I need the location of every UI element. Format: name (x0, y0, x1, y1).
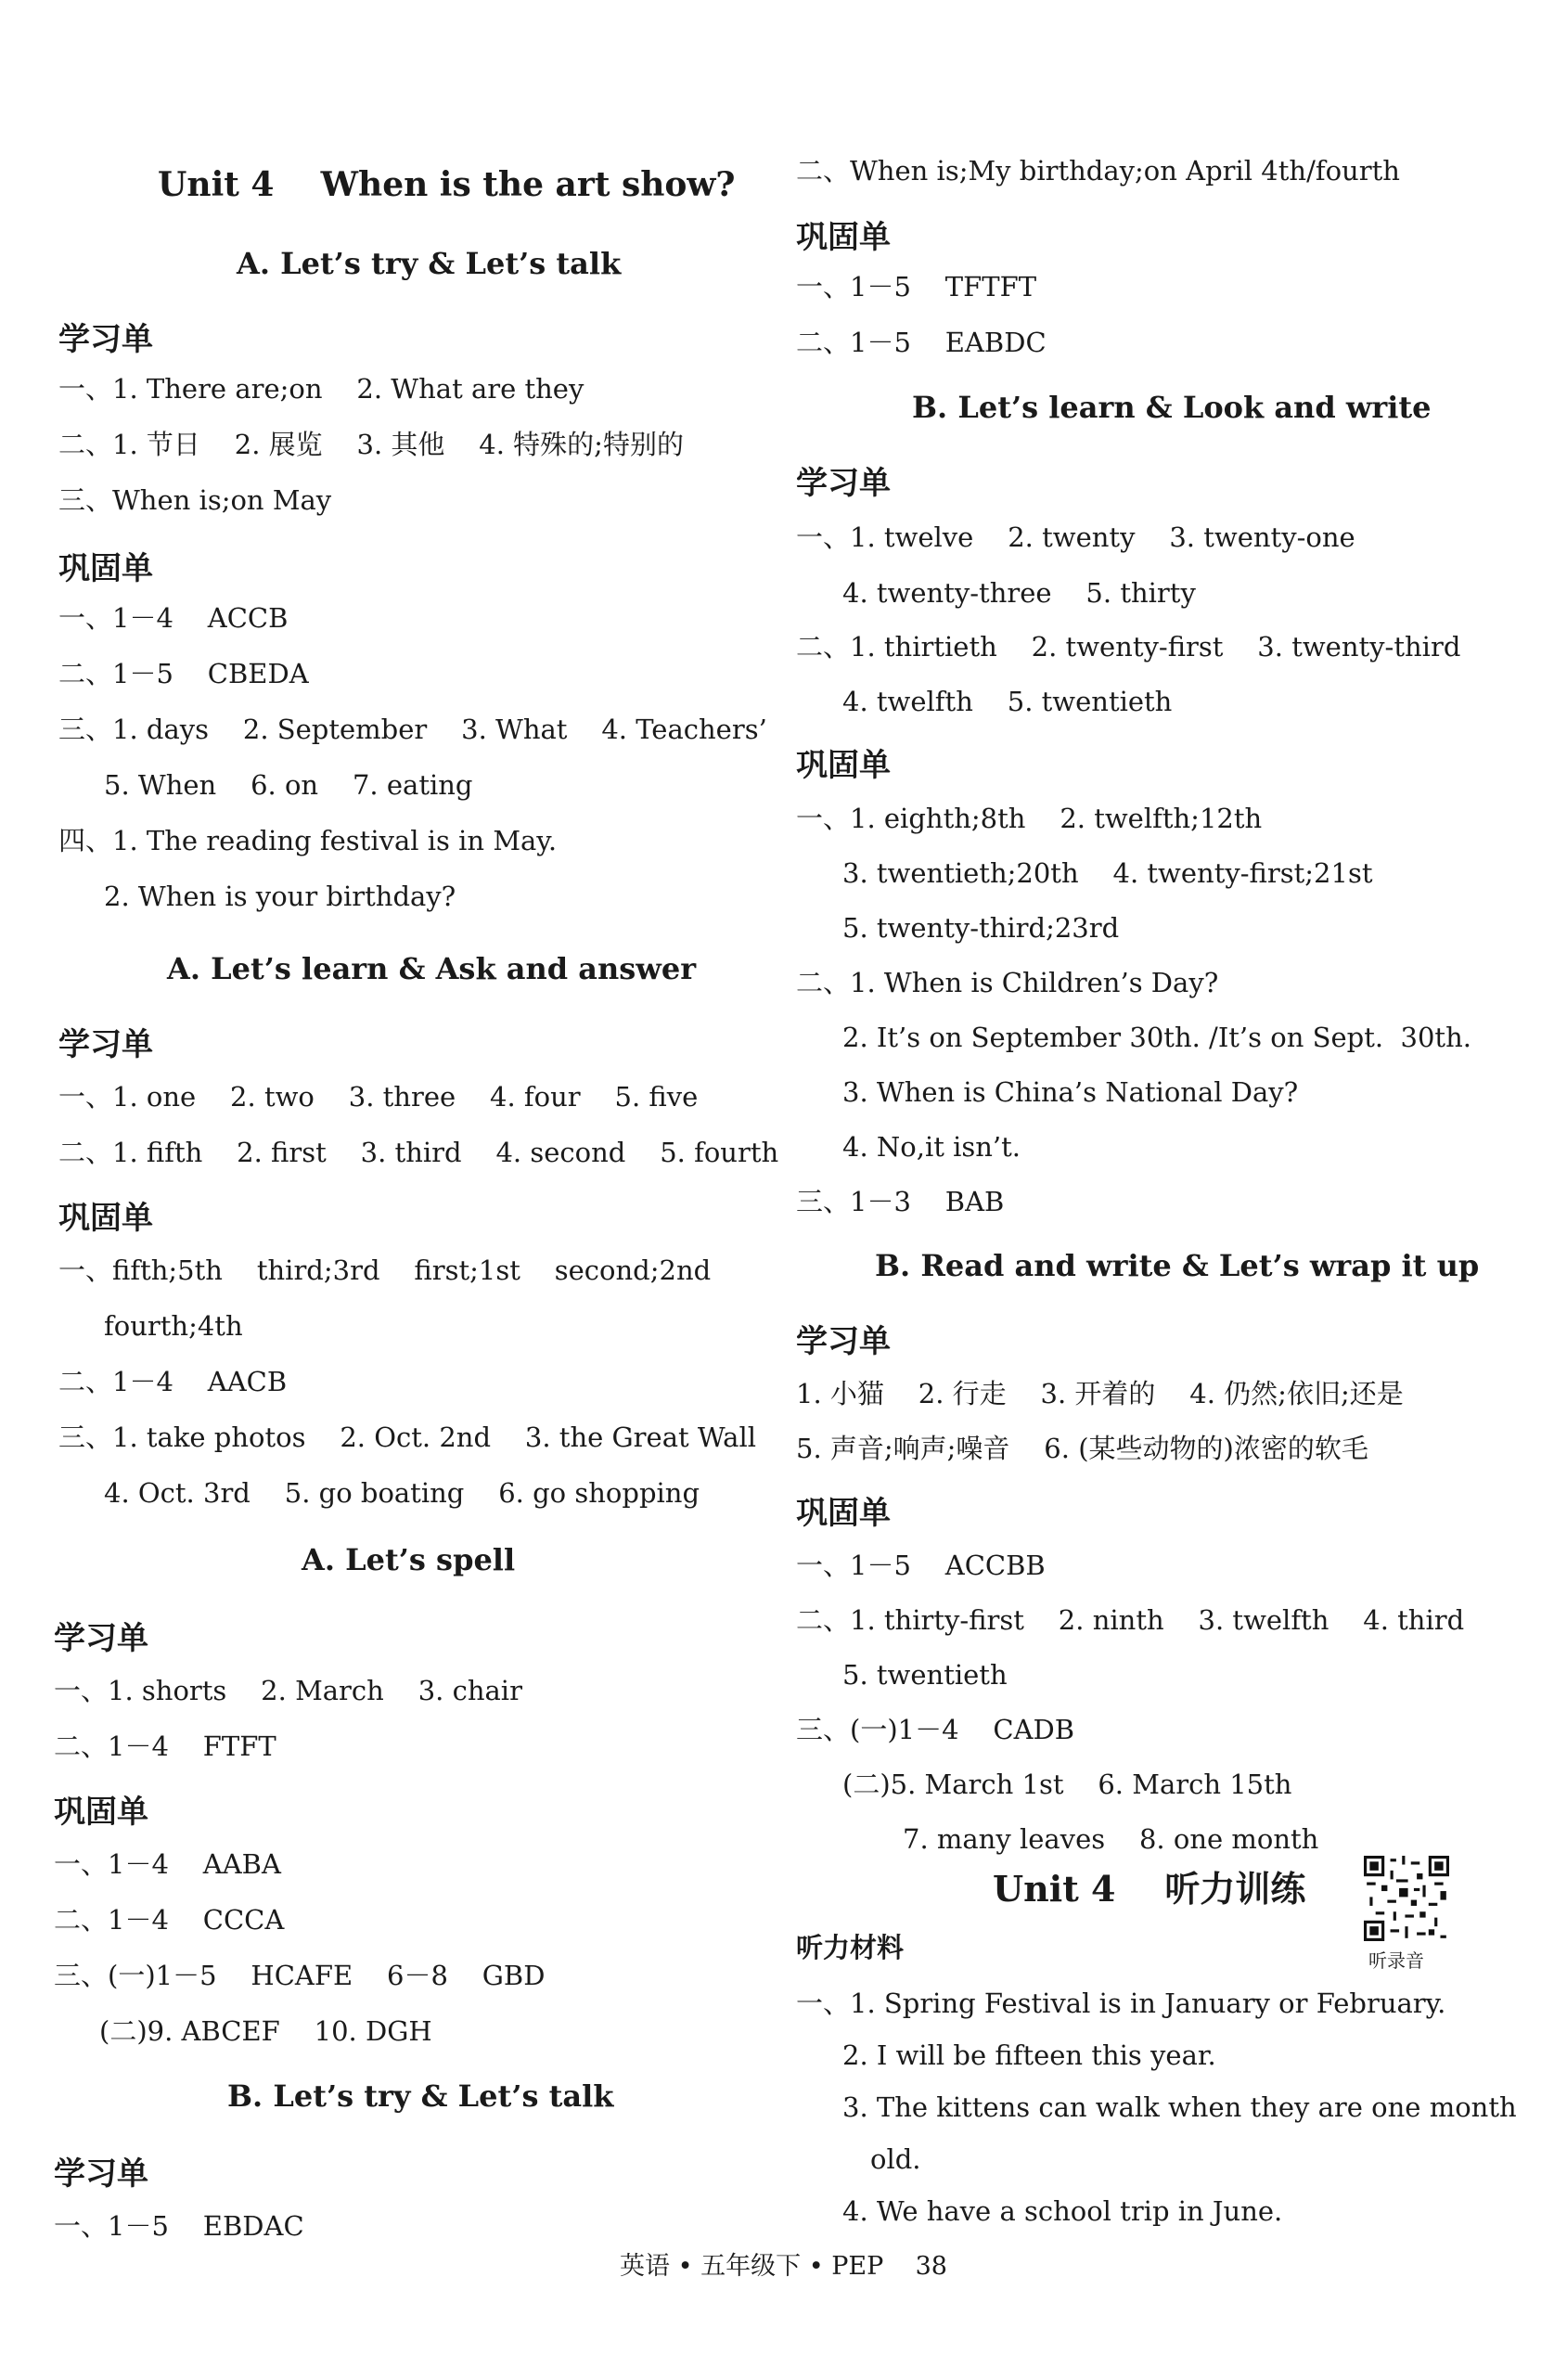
answer-line: 二、When is;My birthday;on April 4th/fourth (796, 155, 1400, 187)
consolidation-label: 巩固单 (796, 1495, 891, 1532)
answer-line: 一、1－4 ACCB (58, 602, 289, 634)
answer-line: 一、1－4 AABA (54, 1848, 281, 1880)
answer-line: 二、1. thirtieth 2. twenty-first 3. twenty-third (796, 631, 1461, 663)
answer-line: 二、1. thirty-first 2. ninth 3. twelfth 4. third (796, 1604, 1465, 1636)
answer-line: 4. No,it isn’t. (842, 1131, 1021, 1163)
worksheet-label: 学习单 (58, 1026, 153, 1063)
transcript-line: 2. I will be fifteen this year. (842, 2039, 1216, 2071)
answer-line: 二、1－4 FTFT (54, 1730, 276, 1762)
answer-line: (二)9. ABCEF 10. DGH (99, 2015, 432, 2047)
transcript-line: 4. We have a school trip in June. (842, 2195, 1283, 2227)
answer-line: 三、1－3 BAB (796, 1186, 1005, 1217)
answer-line: 2. When is your birthday? (104, 881, 456, 912)
answer-line: 三、When is;on May (58, 484, 332, 516)
answer-line: 7. many leaves 8. one month (903, 1823, 1319, 1855)
answer-line: 3. When is China’s National Day? (842, 1076, 1299, 1108)
answer-line: 一、1－5 TFTFT (796, 271, 1037, 302)
answer-line: 一、1. eighth;8th 2. twelfth;12th (796, 803, 1263, 834)
answer-line: fourth;4th (104, 1310, 243, 1342)
consolidation-label: 巩固单 (54, 1794, 148, 1831)
answer-line: 三、(一)1－5 HCAFE 6－8 GBD (54, 1960, 546, 1991)
consolidation-label: 巩固单 (58, 550, 153, 587)
section-heading: B. Let’s learn & Look and write (912, 390, 1432, 425)
transcript-line: 3. The kittens can walk when they are one month (842, 2091, 1517, 2123)
answer-line: 3. twentieth;20th 4. twenty-first;21st (842, 857, 1373, 889)
worksheet-label: 学习单 (796, 1323, 891, 1360)
answer-line: 四、1. The reading festival is in May. (58, 825, 558, 856)
answer-line: 一、1－5 ACCBB (796, 1550, 1046, 1581)
answer-line: 5. 声音;响声;噪音 6. (某些动物的)浓密的软毛 (796, 1433, 1368, 1464)
worksheet-label: 学习单 (58, 321, 153, 358)
worksheet-label: 学习单 (796, 465, 891, 502)
answer-line: 4. twenty-three 5. thirty (842, 577, 1196, 609)
answer-line: 4. twelfth 5. twentieth (842, 686, 1173, 717)
listening-title: Unit 4 听力训练 (993, 1868, 1306, 1910)
section-heading: B. Read and write & Let’s wrap it up (875, 1248, 1480, 1283)
section-heading: A. Let’s spell (302, 1542, 516, 1577)
consolidation-label: 巩固单 (796, 219, 891, 256)
answer-line: 5. twentieth (842, 1659, 1008, 1691)
answer-line: 三、1. take photos 2. Oct. 2nd 3. the Great Wall (58, 1422, 756, 1453)
answer-line: 一、1－5 EBDAC (54, 2210, 304, 2242)
answer-line: 三、(一)1－4 CADB (796, 1714, 1075, 1745)
answer-line: 二、1. When is Children’s Day? (796, 967, 1219, 998)
answer-line: 5. When 6. on 7. eating (104, 769, 473, 801)
section-heading: A. Let’s try & Let’s talk (237, 246, 622, 281)
unit-title: Unit 4 When is the art show? (158, 165, 736, 204)
answer-line: 二、1－4 AACB (58, 1366, 288, 1397)
consolidation-label: 巩固单 (58, 1200, 153, 1237)
consolidation-label: 巩固单 (796, 747, 891, 784)
answer-line: 一、1. twelve 2. twenty 3. twenty-one (796, 521, 1355, 553)
answer-line: 二、1－5 CBEDA (58, 658, 309, 689)
worksheet-label: 学习单 (54, 1620, 148, 1657)
answer-line: 一、fifth;5th third;3rd first;1st second;2nd (58, 1254, 712, 1286)
transcript-line: old. (870, 2143, 921, 2175)
answer-line: 4. Oct. 3rd 5. go boating 6. go shopping (104, 1477, 700, 1509)
listening-material-label: 听力材料 (796, 1932, 905, 1963)
answer-line: 一、1. There are;on 2. What are they (58, 373, 584, 405)
answer-line: 二、1－5 EABDC (796, 327, 1047, 358)
answer-line: 三、1. days 2. September 3. What 4. Teachers’ (58, 714, 767, 745)
qr-code-icon[interactable] (1364, 1856, 1449, 1941)
answer-line: 二、1－4 CCCA (54, 1904, 285, 1936)
answer-line: 2. It’s on September 30th. /It’s on Sept. 30th. (842, 1022, 1471, 1053)
page-footer: 英语 • 五年级下 • PEP 38 (620, 2252, 947, 2281)
answer-line: 一、1. shorts 2. March 3. chair (54, 1675, 522, 1706)
section-heading: B. Let’s try & Let’s talk (227, 2078, 614, 2114)
answer-line: (二)5. March 1st 6. March 15th (842, 1769, 1292, 1800)
section-heading: A. Let’s learn & Ask and answer (167, 951, 697, 986)
answer-line: 5. twenty-third;23rd (842, 912, 1120, 944)
answer-line: 二、1. fifth 2. first 3. third 4. second 5. fourth (58, 1137, 779, 1168)
answer-line: 二、1. 节日 2. 展览 3. 其他 4. 特殊的;特别的 (58, 429, 684, 460)
qr-caption: 听录音 (1368, 1949, 1424, 1972)
transcript-line: 一、1. Spring Festival is in January or February. (796, 1988, 1446, 2019)
answer-line: 1. 小猫 2. 行走 3. 开着的 4. 仍然;依旧;还是 (796, 1378, 1404, 1409)
worksheet-label: 学习单 (54, 2155, 148, 2193)
answer-line: 一、1. one 2. two 3. three 4. four 5. five (58, 1081, 699, 1113)
